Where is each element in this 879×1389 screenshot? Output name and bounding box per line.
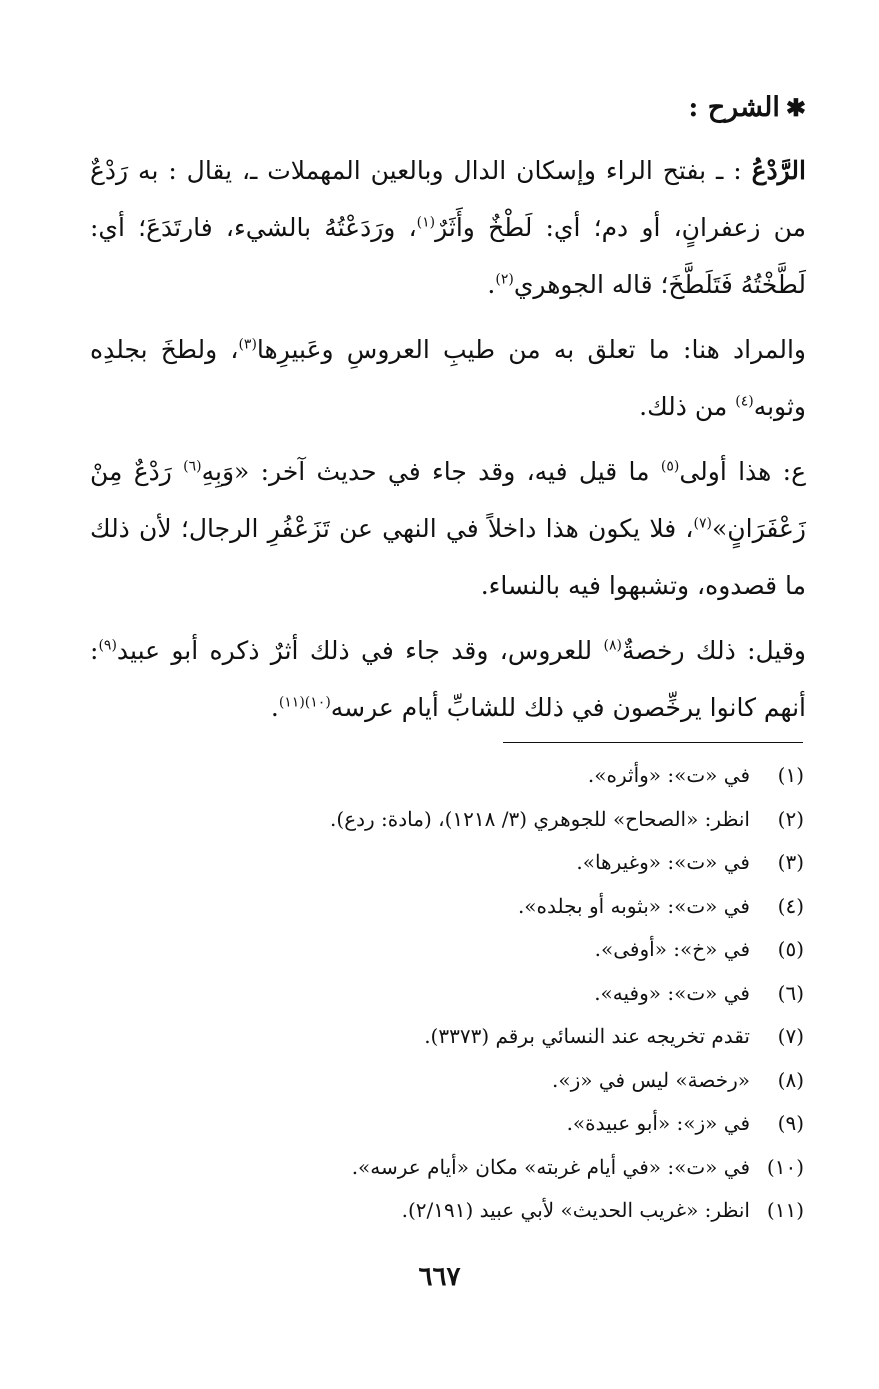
paragraph-text: وقيل: ذلك رخصةٌ — [621, 636, 806, 665]
footnote-ref[interactable]: (٨) — [603, 637, 622, 654]
paragraph-3 — [90, 443, 806, 614]
paragraph-2 — [90, 321, 806, 435]
footnote-item — [104, 754, 804, 798]
footnote-number: (٥) — [777, 937, 804, 961]
paragraph-text: : ـ بفتح الراء وإسكان الدال وبالعين المهملات ـ، يقال : به رَدْعٌ من زعفرانٍ، أو دم؛ أي: لَطْخٌ وأَثَرٌ — [90, 156, 806, 242]
footnote-number: (١٠) — [766, 1154, 804, 1179]
paragraph-text: ، ورَدَعْتُهُ بالشيء، فارتَدَعَ؛ أي: لَطَّخْتُهُ فَتَلَطَّخَ؛ قاله الجوهري — [90, 213, 806, 299]
footnote-ref[interactable]: (٣) — [238, 336, 257, 353]
paragraph-text: . — [270, 693, 279, 722]
footnote-item — [104, 885, 804, 929]
footnote-item — [104, 841, 804, 885]
footnote-text: انظر: «غريب الحديث» لأبي عبيد (٢/١٩١). — [401, 1198, 750, 1222]
footnote-text: في «ت»: «وأثره». — [587, 763, 750, 787]
paragraph-text: ، ولطخَ بجلدِه وثوبه — [90, 335, 806, 421]
footnote-text: في «ز»: «أبو عبيدة». — [566, 1111, 750, 1135]
footnote-item — [104, 928, 804, 972]
footnote-text: في «ت»: «وفيه». — [594, 980, 750, 1005]
footnote-text: تقدم تخريجه عند النسائي برقم (٣٣٧٣). — [424, 1024, 750, 1048]
footnote-text: في «ت»: «بثوبه أو بجلده». — [517, 893, 750, 918]
footnote-text: في «ت»: «في أيام غربته» مكان «أيام عرسه». — [351, 1154, 750, 1179]
star-icon: ✱ — [785, 93, 806, 122]
footnote-ref[interactable]: (٥) — [660, 458, 680, 475]
paragraph-text: : أنهم كانوا يرخِّصون في ذلك للشابِّ أيام عرسه — [90, 636, 806, 722]
heading-label: الشرح : — [688, 92, 780, 123]
footnote-item — [104, 1015, 804, 1059]
footnote-number: (١١) — [766, 1198, 804, 1222]
paragraph-text: . — [487, 270, 496, 299]
term-rad: الرَّدْعُ — [751, 156, 806, 185]
footnote-item — [104, 972, 804, 1016]
paragraph-text: رَدْعٌ مِنْ زَعْفَرَانٍ» — [90, 457, 806, 543]
section-heading — [90, 88, 806, 128]
footnote-ref[interactable]: (٧) — [693, 515, 712, 532]
footnote-ref[interactable]: (٤) — [735, 393, 754, 410]
footnote-divider — [503, 742, 803, 743]
footnote-number: (٢) — [777, 806, 804, 831]
paragraph-text: والمراد هنا: ما تعلق به من طيبِ العروسِ وعَبيرِها — [256, 335, 806, 364]
paragraph-text: ع: هذا أولى — [679, 457, 806, 486]
footnote-text: انظر: «الصحاح» للجوهري (٣/ ١٢١٨)، (مادة: ردع). — [330, 806, 750, 831]
footnote-text: في «خ»: «أوفى». — [594, 937, 750, 961]
footnote-number: (٤) — [777, 893, 804, 918]
paragraph-4 — [90, 622, 806, 736]
footnote-item — [104, 1189, 804, 1233]
footnote-number: (٦) — [777, 980, 804, 1005]
footnote-item — [104, 1146, 804, 1190]
footnote-number: (٧) — [777, 1024, 804, 1048]
footnote-ref[interactable]: (٦) — [183, 458, 202, 475]
page-body — [90, 88, 806, 744]
page-number: ٦٦٧ — [418, 1262, 461, 1292]
footnote-ref[interactable]: (١) — [416, 214, 436, 231]
footnote-item — [104, 1102, 804, 1146]
paragraph-text: ما قيل فيه، وقد جاء في حديث آخر: «وَبِهِ — [201, 457, 661, 486]
footnote-ref[interactable]: (٢) — [495, 271, 514, 288]
paragraph-text: للعروس، وقد جاء في ذلك أثرٌ ذكره أبو عبيد — [116, 636, 604, 665]
footnote-number: (٨) — [777, 1067, 804, 1092]
footnote-number: (١) — [777, 763, 804, 787]
footnote-item — [104, 1059, 804, 1103]
paragraph-1 — [90, 142, 806, 313]
footnotes-list — [104, 754, 804, 1233]
footnote-number: (٩) — [777, 1111, 804, 1135]
footnote-ref[interactable]: (٩) — [98, 637, 117, 654]
paragraph-text: من ذلك. — [639, 392, 736, 421]
footnote-text: «رخصة» ليس في «ز». — [552, 1067, 750, 1092]
footnote-number: (٣) — [777, 850, 804, 874]
paragraph-text: ، فلا يكون هذا داخلاً في النهي عن تَزَعْفُرِ الرجال؛ لأن ذلك ما قصدوه، وتشبهوا فيه بالنساء. — [90, 514, 806, 600]
footnote-text: في «ت»: «وغيرها». — [576, 850, 750, 874]
footnote-ref[interactable]: (١٠)(١١) — [278, 694, 331, 711]
footnote-item — [104, 798, 804, 842]
